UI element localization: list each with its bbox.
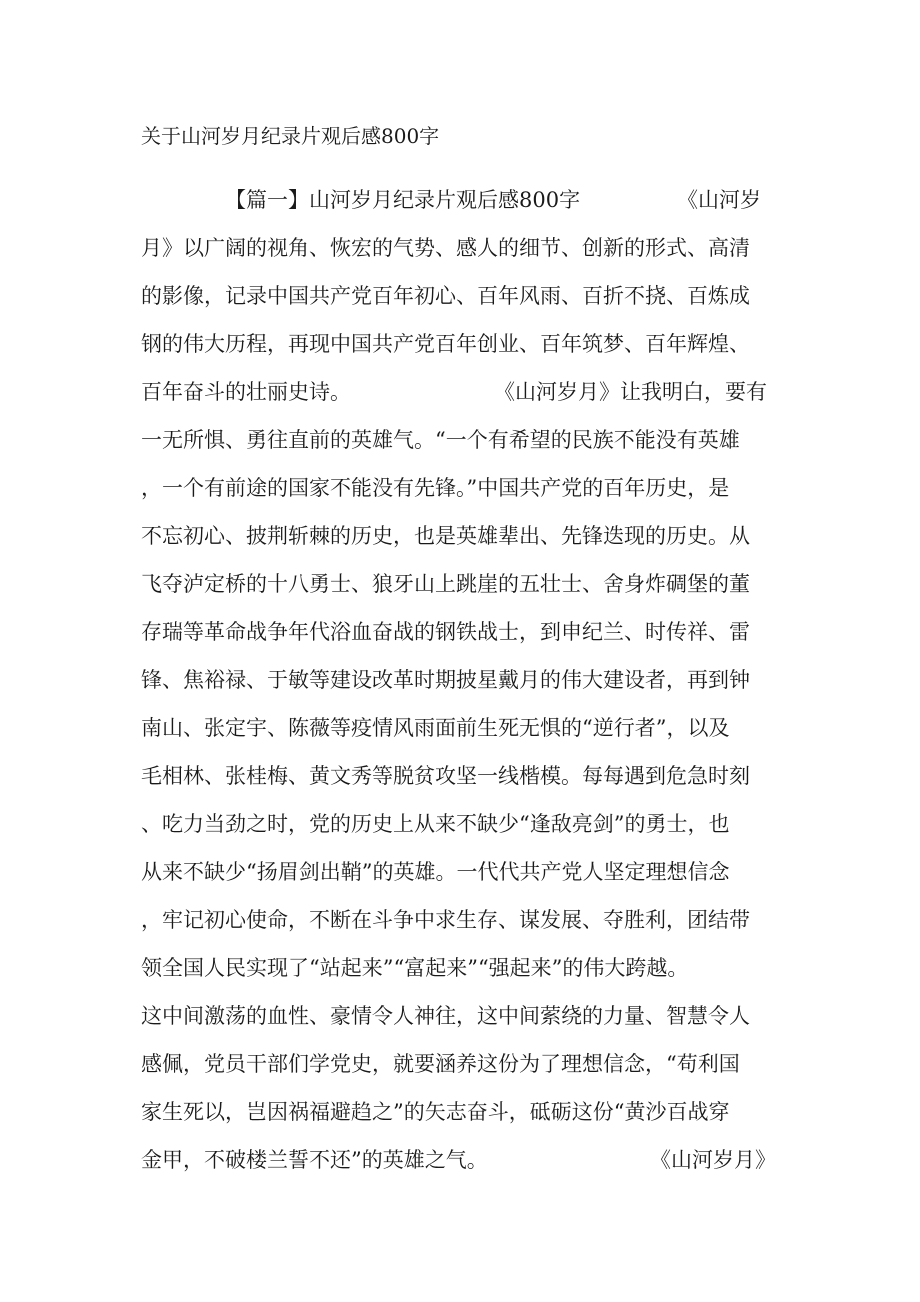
text-segment: 不忘初心、披荆斩棘的历史，也是英雄辈出、先锋迭现的历史。从 [141, 524, 750, 548]
text-segment: 的影像，记录中国共产党百年初心、百年风雨、百折不挠、百炼成 [141, 284, 750, 308]
text-segment: 南山、张定宇、陈薇等疫情风雨面前生死无惧的“逆行者”，以及 [141, 716, 730, 740]
text-segment: 一无所惧、勇往直前的英雄气。“一个有希望的民族不能没有英雄 [141, 428, 740, 452]
text-segment: 钢的伟大历程，再现中国共产党百年创业、百年筑梦、百年辉煌、 [141, 332, 750, 356]
text-segment: 百年奋斗的壮丽史诗。 [141, 380, 351, 404]
document-title: 关于山河岁月纪录片观后感800字 [141, 124, 440, 148]
text-segment: 锋、焦裕禄、于敏等建设改革时期披星戴月的伟大建设者，再到钟 [141, 668, 750, 692]
text-segment: ，一个有前途的国家不能没有先锋。”中国共产党的百年历史，是 [141, 476, 730, 500]
text-segment: 感佩，党员干部们学党史，就要涵养这份为了理想信念，“苟利国 [141, 1052, 740, 1076]
text-segment: 【篇一】山河岁月纪录片观后感800字 [225, 188, 581, 212]
text-segment: 《山河岁月》让我明白，要有 [494, 380, 767, 404]
text-segment: 、吃力当劲之时，党的历史上从来不缺少“逢敌亮剑”的勇士，也 [141, 812, 730, 836]
text-segment: 从来不缺少“扬眉剑出鞘”的英雄。一代代共产党人坚定理想信念 [141, 860, 730, 884]
text-segment: 月》以广阔的视角、恢宏的气势、感人的细节、创新的形式、高清 [141, 236, 750, 260]
text-segment: 领全国人民实现了“站起来”“富起来”“强起来”的伟大跨越。 [141, 956, 689, 980]
text-segment: 家生死以，岂因祸福避趋之”的矢志奋斗，砥砺这份“黄沙百战穿 [141, 1100, 730, 1124]
text-segment: 《山河岁月》 [650, 1148, 776, 1172]
text-segment: 飞夺泸定桥的十八勇士、狼牙山上跳崖的五壮士、舍身炸碉堡的董 [141, 572, 750, 596]
text-segment: 金甲，不破楼兰誓不还”的英雄之气。 [141, 1148, 488, 1172]
text-segment: 存瑞等革命战争年代浴血奋战的钢铁战士，到申纪兰、时传祥、雷 [141, 620, 750, 644]
text-segment: 《山河岁 [677, 188, 761, 212]
text-segment: ，牢记初心使命，不断在斗争中求生存、谋发展、夺胜利，团结带 [141, 908, 750, 932]
text-segment: 毛相林、张桂梅、黄文秀等脱贫攻坚一线楷模。每每遇到危急时刻 [141, 764, 750, 788]
text-segment: 这中间激荡的血性、豪情令人神往，这中间萦绕的力量、智慧令人 [141, 1004, 750, 1028]
